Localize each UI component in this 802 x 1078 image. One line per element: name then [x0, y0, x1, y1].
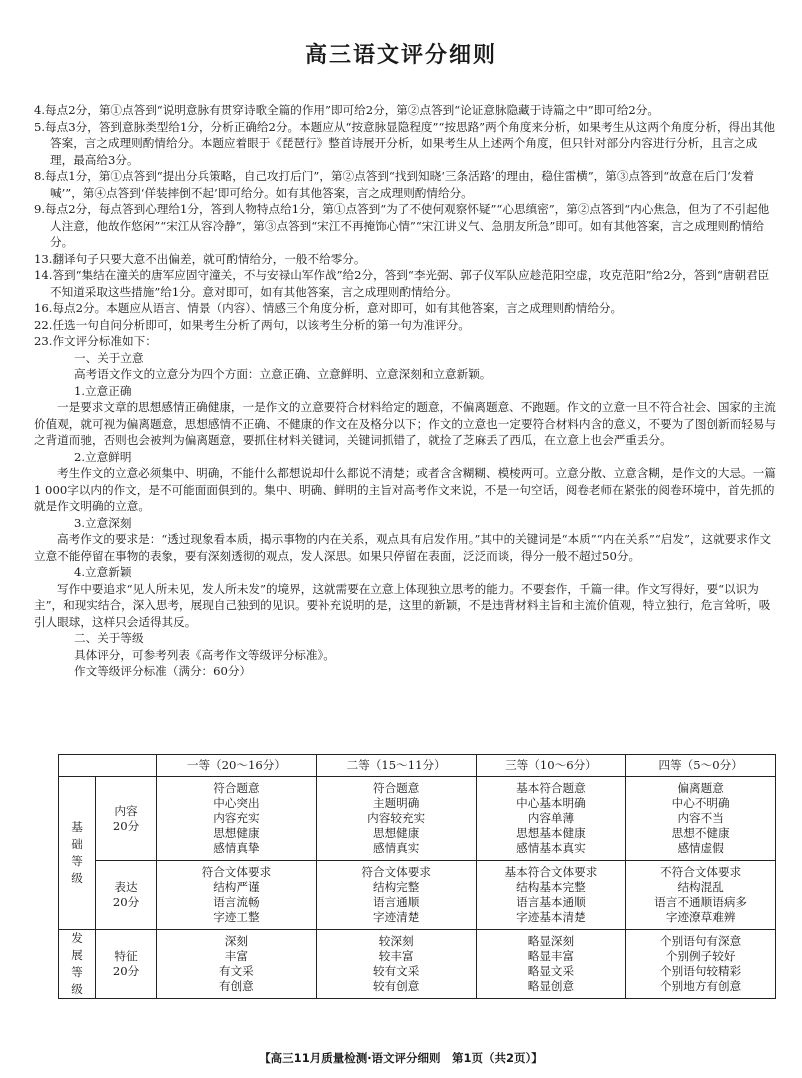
table-row	[59, 777, 776, 861]
header-cell: 四等（5～0分）	[626, 755, 776, 777]
page-title: 高三语文评分细则	[304, 43, 497, 68]
rule-item: 13.翻译句子只要大意不出偏差，就可酌情给分，一般不给零分。	[34, 251, 366, 266]
subsection-heading: 4.立意新颖	[74, 565, 132, 579]
table-cell: 较深刻 较丰富 较有文采 较有创意	[316, 930, 476, 999]
scoring-rules	[34, 102, 776, 680]
table-cell: 个别语句有深意 个别例子较好 个别语句较精彩 个别地方有创意	[626, 930, 776, 999]
table-cell: 符合文体要求 结构完整 语言通顺 字迹清楚	[316, 861, 476, 930]
grading-table	[58, 754, 776, 999]
header-cell: 三等（10～6分）	[476, 755, 626, 777]
table-cell: 略显深刻 略显丰富 略显文采 略显创意	[476, 930, 626, 999]
rule-item: 14.答到“集结在潼关的唐军应固守潼关，不与安禄山军作战”给2分，答到“李光弼、郭子仪军队应趁范阳空虚，攻克范阳”给2分，答到“唐朝君臣不知道采取这些措施”给1分。意对即可，如有其他答案，言之成理则酌情给分。	[34, 268, 770, 299]
rule-item: 23.作文评分标准如下：	[34, 334, 157, 348]
rule-item: 22.任选一句自问分析即可，如果考生分析了两句，以该考生分析的第一句为准评分。	[34, 317, 470, 332]
table-row	[59, 930, 776, 999]
paragraph: 具体评分，可参考列表《高考作文等级评分标准》。	[74, 647, 335, 662]
subsection-heading: 3.立意深刻	[74, 515, 132, 530]
table-cell: 偏离题意 中心不明确 内容不当 思想不健康 感情虚假	[626, 777, 776, 861]
table-caption: 作文等级评分标准（满分：60分）	[74, 664, 252, 678]
header-cell	[59, 755, 157, 777]
table-cell: 不符合文体要求 结构混乱 语言不通顺语病多 字迹潦草难辨	[626, 861, 776, 930]
paragraph: 高考作文的要求是：“透过现象看本质，揭示事物的内在关系，观点具有启发作用。”其中的关键词是“本质”“内在关系”“启发”，这就要求作文立意不能停留在事物的表象，要有深刻透彻的观点，发人深思。如果只停留在表面，泛泛而谈，得分一般不超过50分。	[34, 532, 772, 563]
paragraph: 写作中要追求“见人所未见，发人所未发”的境界，这就需要在立意上体现独立思考的能力。不要套作，千篇一律。作文写得好，要“以识为主”，和现实结合，深入思考，展现自己独到的见识。要补充说明的是，这里的新颖，不是违背材料主旨和主流价值观，特立独行，危言耸听，吸引人眼球，这样只会适得其反。	[34, 581, 771, 629]
paragraph: 考生作文的立意必须集中、明确，不能什么都想说却什么都说不清楚；或者含含糊糊、模棱两可。立意分散、立意含糊，是作文的大忌。一篇1 000字以内的作文，是不可能面面俱到的。集中、明确、鲜明的主旨对高考作文来说，不是一句空话，阅卷老师在紧张的阅卷环境中，首先抓的就是作文明确的立意。	[34, 466, 776, 513]
table-cell: 基本符合题意 中心基本明确 内容单薄 思想基本健康 感情基本真实	[476, 777, 626, 861]
rule-item: 16.每点2分。本题应从语言、情景（内容）、情感三个角度分析，意对即可，如有其他答案，言之成理则酌情给分。	[34, 301, 623, 315]
row-label: 特征 20分	[96, 930, 157, 999]
table-cell: 符合题意 中心突出 内容充实 思想健康 感情真挚	[157, 777, 317, 861]
table-cell: 基本符合文体要求 结构基本完整 语言基本通顺 字迹基本清楚	[476, 861, 626, 930]
table-cell: 深刻 丰富 有文采 有创意	[157, 930, 317, 999]
table-cell: 符合题意 主题明确 内容较充实 思想健康 感情真实	[316, 777, 476, 861]
table-cell: 符合文体要求 结构严谨 语言流畅 字迹工整	[157, 861, 317, 930]
rule-item: 9.每点2分，每点答到心理给1分，答到人物特点给1分，第①点答到“为了不使何观察怀疑”“心思缜密”，第②点答到“内心焦急，但为了不引起他人注意，他故作悠闲”“宋江从容冷静”，第③点答到“宋江不再掩饰心情”“宋江讲义气、急朋友所急”即可。如有其他答案，言之成理则酌情给分。	[34, 202, 770, 249]
section-heading: 二、关于等级	[74, 631, 144, 645]
subsection-heading: 2.立意鲜明	[74, 449, 132, 464]
header-cell: 二等（15～11分）	[316, 755, 476, 777]
rule-item: 5.每点3分，答到意脉类型给1分，分析正确给2分。本题应从“按意脉显隐程度”“按思路”两个角度来分析，如果考生从这两个角度分析，得出其他答案，言之成理则酌情给分。本题应着眼于《琵琶行》整首诗展开分析，如果考生从上述两个角度，但只针对部分内容进行分析，且言之成理，最高给3分。	[34, 119, 775, 167]
row-label: 内容 20分	[96, 777, 157, 861]
subsection-heading: 1.立意正确	[74, 383, 132, 398]
rule-item: 4.每点2分，第①点答到“说明意脉有贯穿诗歌全篇的作用”即可给2分，第②点答到“论证意脉隐藏于诗篇之中”即可给2分。	[34, 103, 659, 117]
table-row	[59, 861, 776, 930]
group-label-basic: 基础等级	[59, 777, 96, 930]
paragraph: 高考语文作文的立意分为四个方面：立意正确、立意鲜明、立意深刻和立意新颖。	[74, 367, 492, 381]
section-heading: 一、关于立意	[74, 350, 144, 365]
table-header-row	[59, 755, 776, 777]
row-label: 表达 20分	[96, 861, 157, 930]
header-cell: 一等（20～16分）	[157, 755, 317, 777]
page-footer: 【高三11月质量检测·语文评分细则 第1页（共2页）】	[259, 1051, 543, 1065]
paragraph: 一是要求文章的思想感情正确健康，一是作文的立意要符合材料给定的题意，不偏离题意、不跑题。作文的立意一旦不符合社会、国家的主流价值观，就可视为偏离题意，思想感情不正确、不健康的作文在及格分以下；作文的立意也一定要符合材料内含的意义，不要为了图创新而轻易与之背道而驰，否则也会被判为偏离题意，要抓住材料关键词，关键词抓错了，就捡了芝麻丢了西瓜，在立意上也会严重丢分。	[34, 400, 777, 447]
group-label-development: 发展等级	[59, 930, 96, 999]
rule-item: 8.每点1分，第①点答到“提出分兵策略，自己攻打后门”，第②点答到“找到知晓‘三条活路’的理由，稳住雷横”，第③点答到“故意在后门‘发着喊’”，第④点答到‘佯装摔倒不起’即可给分。如有其他答案，言之成理则酌情给分。	[34, 169, 754, 200]
